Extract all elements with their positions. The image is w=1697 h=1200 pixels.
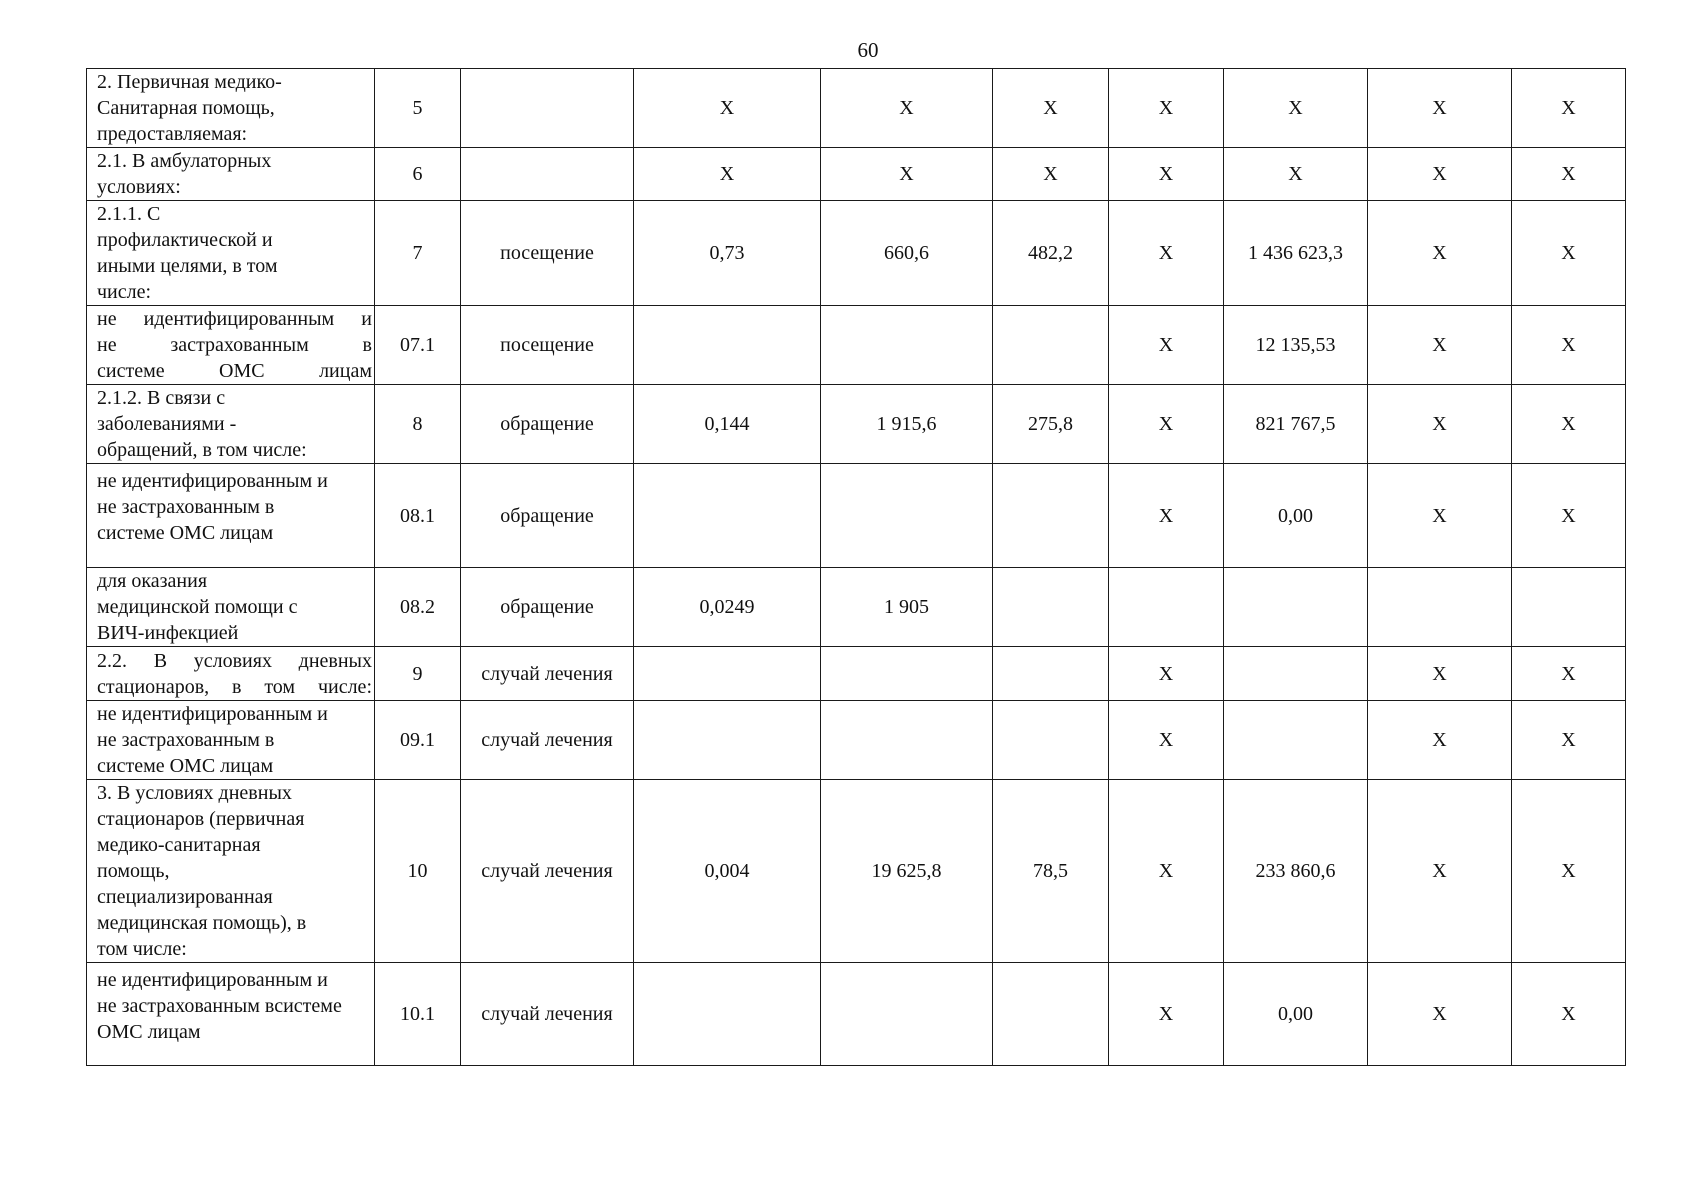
col-5-cell xyxy=(1224,701,1368,780)
col-2-cell: Х xyxy=(821,148,993,201)
col-2-cell: Х xyxy=(821,69,993,148)
col-7-cell: Х xyxy=(1512,385,1626,464)
col-2-cell: 660,6 xyxy=(821,201,993,306)
col-2-cell xyxy=(821,963,993,1066)
col-2-cell xyxy=(821,306,993,385)
col-4-cell xyxy=(1109,568,1224,647)
col-3-cell: 482,2 xyxy=(993,201,1109,306)
row-number-cell: 5 xyxy=(375,69,461,148)
data-table xyxy=(86,68,1626,1066)
col-1-cell xyxy=(634,647,821,701)
col-1-cell: 0,73 xyxy=(634,201,821,306)
unit-cell: посещение xyxy=(461,306,634,385)
row-number-cell: 8 xyxy=(375,385,461,464)
col-1-cell: 0,0249 xyxy=(634,568,821,647)
col-3-cell xyxy=(993,963,1109,1066)
col-5-cell: 0,00 xyxy=(1224,464,1368,568)
col-1-cell xyxy=(634,963,821,1066)
col-3-cell xyxy=(993,568,1109,647)
row-label: 2.1.1. С профилактической и иными целями, в том числе: xyxy=(87,201,375,306)
col-7-cell xyxy=(1512,568,1626,647)
row-label: 2.1. В амбулаторных условиях: xyxy=(87,148,375,201)
col-6-cell: Х xyxy=(1368,780,1512,963)
table-row xyxy=(87,464,1626,568)
col-5-cell: 821 767,5 xyxy=(1224,385,1368,464)
col-3-cell xyxy=(993,464,1109,568)
col-4-cell: Х xyxy=(1109,148,1224,201)
table-row xyxy=(87,69,1626,148)
table-row xyxy=(87,148,1626,201)
col-4-cell: Х xyxy=(1109,464,1224,568)
unit-cell: обращение xyxy=(461,464,634,568)
col-7-cell: Х xyxy=(1512,780,1626,963)
row-label: 3. В условиях дневных стационаров (первичная медико-санитарная помощь, специализированная медицинская помощь), в том числе: xyxy=(87,780,375,963)
row-label: не идентифицированным и не застрахованным всистеме ОМС лицам xyxy=(87,963,375,1066)
col-2-cell xyxy=(821,464,993,568)
row-label: не идентифицированным и не застрахованным в системе ОМС лицам xyxy=(87,306,375,385)
col-4-cell: Х xyxy=(1109,385,1224,464)
row-number-cell: 07.1 xyxy=(375,306,461,385)
row-number-cell: 08.1 xyxy=(375,464,461,568)
col-4-cell: Х xyxy=(1109,306,1224,385)
col-6-cell xyxy=(1368,568,1512,647)
unit-cell: случай лечения xyxy=(461,701,634,780)
row-label: не идентифицированным и не застрахованным в системе ОМС лицам xyxy=(87,464,375,568)
row-number-cell: 7 xyxy=(375,201,461,306)
table-row xyxy=(87,780,1626,963)
col-1-cell: Х xyxy=(634,148,821,201)
col-7-cell: Х xyxy=(1512,306,1626,385)
col-3-cell: 275,8 xyxy=(993,385,1109,464)
col-7-cell: Х xyxy=(1512,464,1626,568)
col-4-cell: Х xyxy=(1109,69,1224,148)
col-6-cell: Х xyxy=(1368,963,1512,1066)
col-5-cell xyxy=(1224,568,1368,647)
unit-cell xyxy=(461,148,634,201)
col-7-cell: Х xyxy=(1512,148,1626,201)
col-1-cell xyxy=(634,464,821,568)
row-label: 2. Первичная медико- Санитарная помощь, предоставляемая: xyxy=(87,69,375,148)
col-3-cell: 78,5 xyxy=(993,780,1109,963)
col-4-cell: Х xyxy=(1109,647,1224,701)
table-row xyxy=(87,568,1626,647)
col-1-cell xyxy=(634,306,821,385)
col-1-cell: 0,004 xyxy=(634,780,821,963)
col-1-cell: Х xyxy=(634,69,821,148)
col-5-cell: Х xyxy=(1224,69,1368,148)
col-7-cell: Х xyxy=(1512,201,1626,306)
col-1-cell: 0,144 xyxy=(634,385,821,464)
col-2-cell xyxy=(821,647,993,701)
col-3-cell xyxy=(993,701,1109,780)
col-4-cell: Х xyxy=(1109,701,1224,780)
col-4-cell: Х xyxy=(1109,201,1224,306)
col-6-cell: Х xyxy=(1368,464,1512,568)
unit-cell xyxy=(461,69,634,148)
col-2-cell: 19 625,8 xyxy=(821,780,993,963)
col-7-cell: Х xyxy=(1512,701,1626,780)
table-row xyxy=(87,647,1626,701)
col-2-cell: 1 915,6 xyxy=(821,385,993,464)
col-4-cell: Х xyxy=(1109,780,1224,963)
col-1-cell xyxy=(634,701,821,780)
col-6-cell: Х xyxy=(1368,148,1512,201)
col-7-cell: Х xyxy=(1512,647,1626,701)
col-6-cell: Х xyxy=(1368,69,1512,148)
row-label: для оказания медицинской помощи с ВИЧ-инфекцией xyxy=(87,568,375,647)
page-number: 60 xyxy=(857,38,879,62)
col-3-cell xyxy=(993,306,1109,385)
table-row xyxy=(87,306,1626,385)
col-6-cell: Х xyxy=(1368,647,1512,701)
col-5-cell: 233 860,6 xyxy=(1224,780,1368,963)
col-5-cell: 12 135,53 xyxy=(1224,306,1368,385)
col-2-cell xyxy=(821,701,993,780)
unit-cell: случай лечения xyxy=(461,963,634,1066)
col-4-cell: Х xyxy=(1109,963,1224,1066)
unit-cell: посещение xyxy=(461,201,634,306)
col-5-cell: 1 436 623,3 xyxy=(1224,201,1368,306)
row-number-cell: 10.1 xyxy=(375,963,461,1066)
row-number-cell: 9 xyxy=(375,647,461,701)
unit-cell: случай лечения xyxy=(461,647,634,701)
col-5-cell xyxy=(1224,647,1368,701)
col-7-cell: Х xyxy=(1512,963,1626,1066)
col-3-cell xyxy=(993,647,1109,701)
col-2-cell: 1 905 xyxy=(821,568,993,647)
col-6-cell: Х xyxy=(1368,701,1512,780)
row-label: 2.2. В условиях дневных стационаров, в том числе: xyxy=(87,647,375,701)
table-row xyxy=(87,385,1626,464)
col-3-cell: Х xyxy=(993,148,1109,201)
row-number-cell: 6 xyxy=(375,148,461,201)
col-7-cell: Х xyxy=(1512,69,1626,148)
row-number-cell: 10 xyxy=(375,780,461,963)
unit-cell: обращение xyxy=(461,568,634,647)
row-number-cell: 08.2 xyxy=(375,568,461,647)
table-row xyxy=(87,201,1626,306)
row-label: 2.1.2. В связи с заболеваниями - обращений, в том числе: xyxy=(87,385,375,464)
col-3-cell: Х xyxy=(993,69,1109,148)
unit-cell: обращение xyxy=(461,385,634,464)
unit-cell: случай лечения xyxy=(461,780,634,963)
row-label: не идентифицированным и не застрахованным в системе ОМС лицам xyxy=(87,701,375,780)
col-6-cell: Х xyxy=(1368,201,1512,306)
table-row xyxy=(87,701,1626,780)
row-number-cell: 09.1 xyxy=(375,701,461,780)
col-5-cell: 0,00 xyxy=(1224,963,1368,1066)
col-5-cell: Х xyxy=(1224,148,1368,201)
table-row xyxy=(87,963,1626,1066)
col-6-cell: Х xyxy=(1368,385,1512,464)
col-6-cell: Х xyxy=(1368,306,1512,385)
